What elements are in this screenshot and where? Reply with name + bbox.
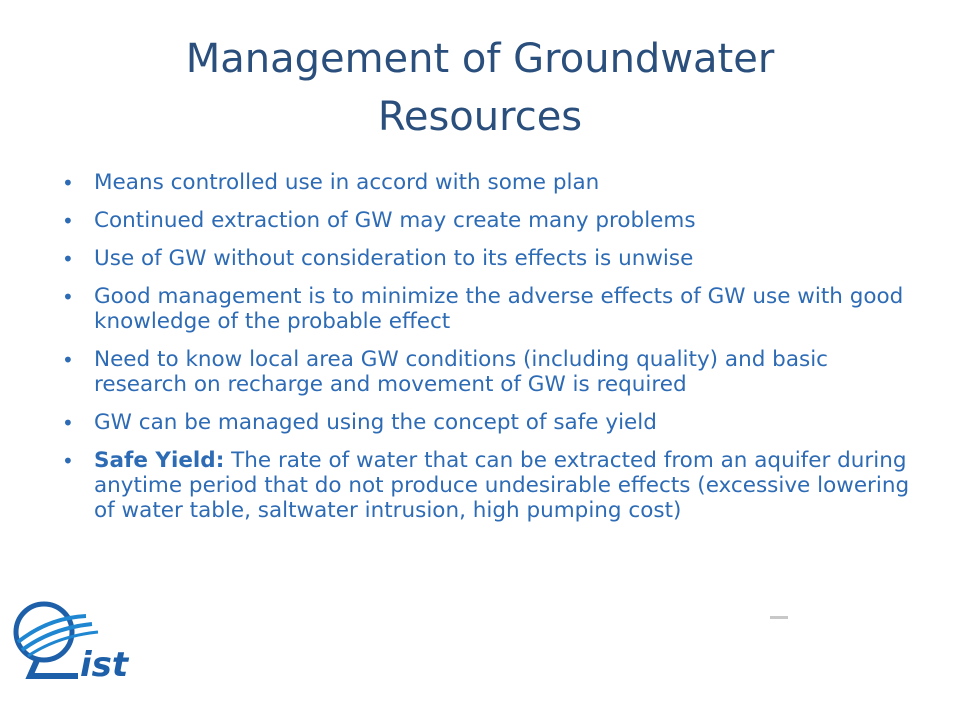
bullet-dot-icon: • xyxy=(62,247,74,271)
bullet-text: Means controlled use in accord with some plan xyxy=(94,170,600,195)
logo-swirl-1 xyxy=(18,616,86,642)
bullet-dot-icon: • xyxy=(62,348,74,372)
bullet-item xyxy=(62,410,912,435)
decorative-dash xyxy=(770,616,788,619)
bullet-text: Use of GW without consideration to its effects is unwise xyxy=(94,246,694,271)
bullet-item xyxy=(62,246,912,271)
bullet-text: Continued extraction of GW may create many problems xyxy=(94,208,696,233)
bullet-text: GW can be managed using the concept of safe yield xyxy=(94,410,657,435)
bullet-dot-icon: • xyxy=(62,285,74,309)
bullet-item-safe-yield xyxy=(62,448,912,523)
bullet-item xyxy=(62,208,912,233)
bullet-text: Need to know local area GW conditions (including quality) and basic research on recharge and movement of GW is required xyxy=(94,347,829,397)
safe-yield-term: Safe Yield: xyxy=(94,448,225,473)
slide-title: Management of Groundwater Resources xyxy=(185,36,775,140)
bullet-dot-icon: • xyxy=(62,449,74,473)
bullet-text: Good management is to minimize the adverse effects of GW use with good knowledge of the probable effect xyxy=(94,284,904,334)
bullet-text: The rate of water that can be extracted from an aquifer during anytime period that do not produce undesirable effects (excessive lowering of water table, saltwater intrusion, high pumping cost) xyxy=(94,448,910,523)
ist-logo xyxy=(8,598,158,688)
bullet-dot-icon: • xyxy=(62,171,74,195)
logo-text: ist xyxy=(80,645,129,685)
bullet-dot-icon: • xyxy=(62,209,74,233)
bullet-item xyxy=(62,284,912,334)
bullet-list xyxy=(62,170,912,536)
bullet-dot-icon: • xyxy=(62,411,74,435)
bullet-item xyxy=(62,170,912,195)
bullet-item xyxy=(62,347,912,397)
logo-globe-ring xyxy=(16,604,72,660)
